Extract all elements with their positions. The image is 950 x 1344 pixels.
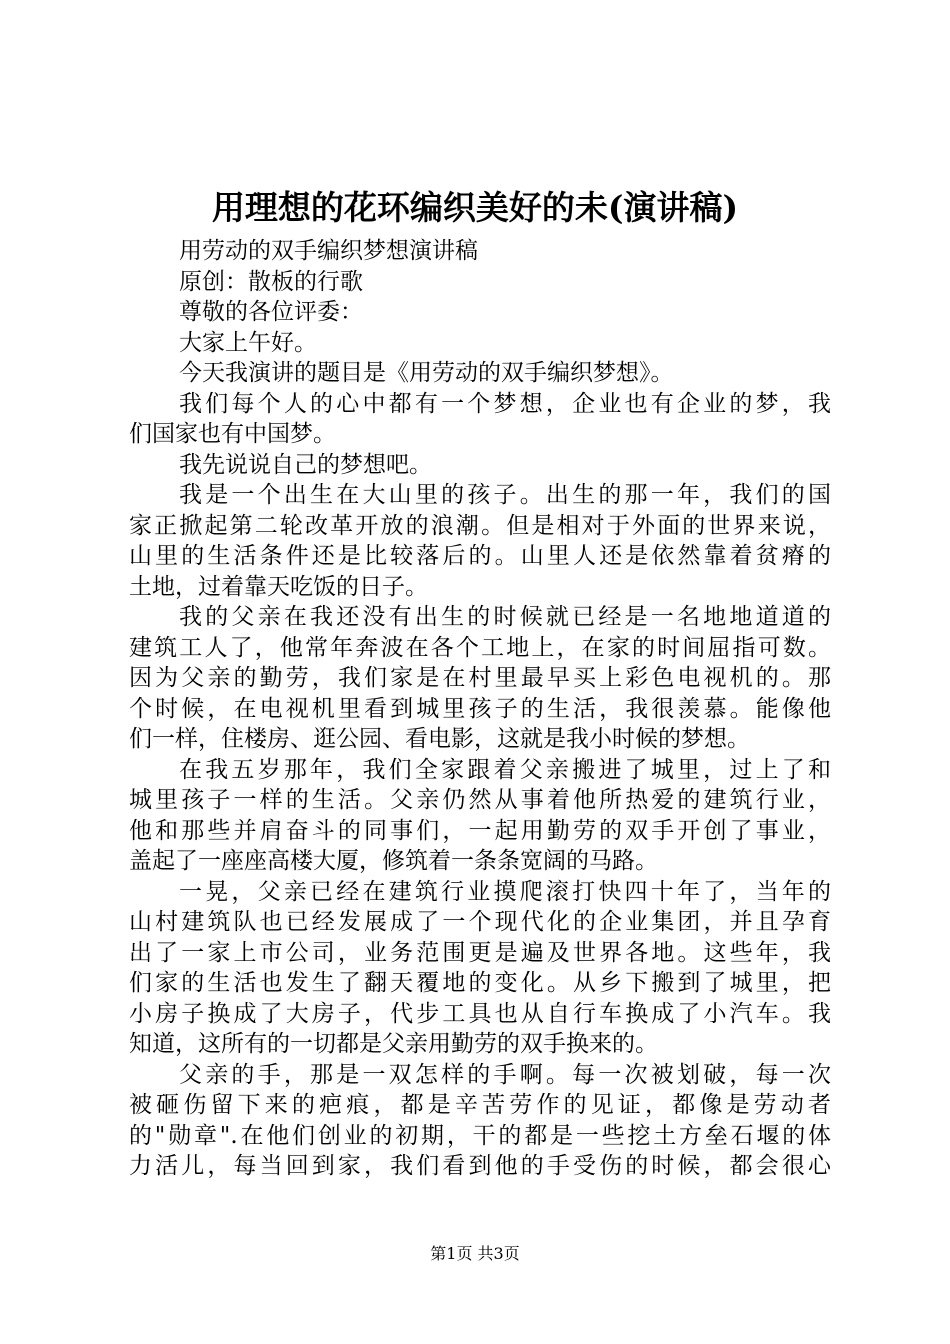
text-line: 他和那些并肩奋斗的同事们，一起用勤劳的双手开创了事业， [129, 817, 831, 844]
text-line: 我们每个人的心中都有一个梦想，企业也有企业的梦，我 [179, 390, 831, 417]
text-line: 城里孩子一样的生活。父亲仍然从事着他所热爱的建筑行业， [129, 787, 831, 813]
text-line: 土地，过着靠天吃饭的日子。 [129, 573, 428, 600]
text-line: 知道，这所有的一切都是父亲用勤劳的双手换来的。 [129, 1031, 658, 1057]
text-line: 被砸伤留下来的疤痕，都是辛苦劳作的见证，都像是劳动者 [129, 1092, 831, 1118]
page-footer: 第1页 共3页 [430, 1244, 520, 1263]
text-line: 盖起了一座座高楼大厦，修筑着一条条宽阔的马路。 [129, 848, 658, 874]
text-line: 我先说说自己的梦想吧。 [179, 451, 432, 478]
text-line: 出了一家上市公司，业务范围更是遍及世界各地。这些年，我 [129, 939, 831, 966]
text-line: 个时候，在电视机里看到城里孩子的生活，我很羡慕。能像他 [129, 695, 831, 722]
text-line: 小房子换成了大房子，代步工具也从自行车换成了小汽车。我 [129, 1000, 831, 1027]
text-line: 家正掀起第二轮改革开放的浪潮。但是相对于外面的世界来说， [129, 512, 831, 539]
text-line: 我的父亲在我还没有出生的时候就已经是一名地地道道的 [179, 604, 831, 630]
text-line: 尊敬的各位评委： [179, 299, 363, 325]
text-line: 力活儿，每当回到家，我们看到他的手受伤的时候，都会很心 [129, 1153, 831, 1179]
text-line: 大家上午好。 [179, 329, 317, 356]
text-line: 的"勋章".在他们创业的初期，干的都是一些挖土方垒石堰的体 [129, 1122, 831, 1149]
text-line: 一晃，父亲已经在建筑行业摸爬滚打快四十年了，当年的 [179, 878, 831, 905]
text-line: 我是一个出生在大山里的孩子。出生的那一年，我们的国 [179, 482, 831, 508]
text-line: 们家的生活也发生了翻天覆地的变化。从乡下搬到了城里，把 [129, 970, 831, 996]
text-line: 用劳动的双手编织梦想演讲稿 [179, 238, 478, 264]
text-line: 们一样，住楼房、逛公园、看电影，这就是我小时候的梦想。 [129, 726, 750, 752]
text-line: 建筑工人了，他常年奔波在各个工地上，在家的时间屈指可数。 [129, 634, 831, 661]
text-line: 父亲的手，那是一双怎样的手啊。每一次被划破，每一次 [179, 1061, 831, 1088]
text-line: 因为父亲的勤劳，我们家是在村里最早买上彩色电视机的。那 [129, 665, 831, 691]
document-body [129, 236, 831, 1182]
text-line: 在我五岁那年，我们全家跟着父亲搬进了城里，过上了和 [179, 756, 831, 783]
text-line: 山村建筑队也已经发展成了一个现代化的企业集团，并且孕育 [129, 909, 831, 935]
document-title: 用理想的花环编织美好的未(演讲稿) [211, 188, 739, 227]
text-line: 今天我演讲的题目是《用劳动的双手编织梦想》。 [179, 360, 674, 386]
text-line: 们国家也有中国梦。 [129, 421, 336, 447]
text-line: 原创：散板的行歌 [179, 268, 363, 295]
text-line: 山里的生活条件还是比较落后的。山里人还是依然靠着贫瘠的 [129, 543, 831, 569]
